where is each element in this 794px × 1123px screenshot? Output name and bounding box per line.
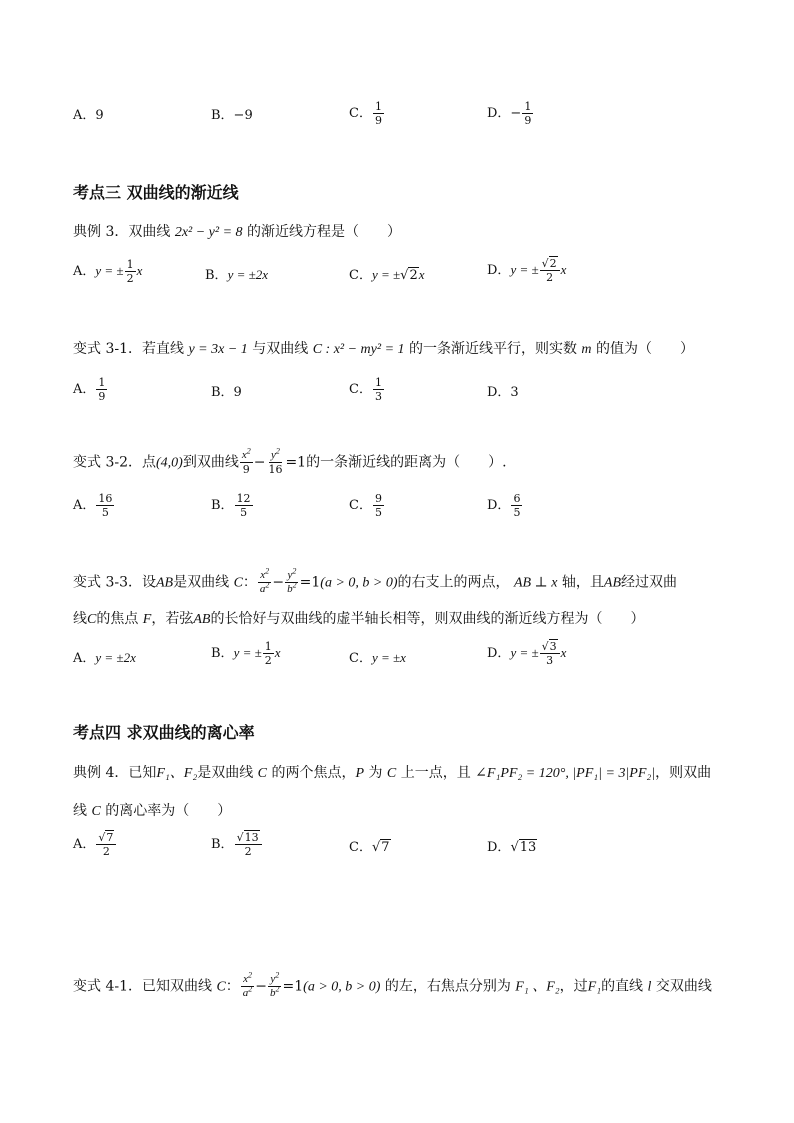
question-text: 的左，右焦点分别为 xyxy=(380,978,516,995)
question-stem xyxy=(73,763,711,784)
condition: (a > 0, b > 0) xyxy=(303,979,381,995)
variable: C xyxy=(216,979,226,995)
option-d: D．y = ± $\frac{√3}{3}$ x xyxy=(487,640,567,667)
option-c: C． $\frac{1}{3}$ xyxy=(349,376,382,403)
question-text: 与双曲线 xyxy=(247,341,313,357)
question-text: 的右支上的两点， xyxy=(397,574,514,591)
option-b: B．−9 xyxy=(211,108,253,123)
question-text: 交双曲线 xyxy=(651,978,712,995)
option-label: B． xyxy=(211,837,234,852)
variable: C xyxy=(386,766,397,781)
fraction: $\frac{1}{9}$ xyxy=(524,100,532,127)
option-d: D．√13 xyxy=(487,840,537,855)
variable: AB xyxy=(156,575,174,591)
option-c-label: C． xyxy=(349,106,372,121)
section-heading: 考点四 求双曲线的离心率 xyxy=(73,723,255,742)
question-text: 线 xyxy=(73,803,92,819)
question-text: =1的一条渐近线的距离为（ ）. xyxy=(285,454,507,471)
option-label: B． xyxy=(211,646,234,661)
variable: m xyxy=(581,342,592,357)
variable: F xyxy=(142,612,152,627)
option-a: A．y = ± $\frac{1}{2}$ x xyxy=(73,258,143,285)
variable: C xyxy=(87,612,97,627)
question-text: 到双曲线 xyxy=(182,454,239,471)
equation: C : x² − my² = 1 xyxy=(312,342,405,357)
option-label: A． xyxy=(73,837,96,852)
question-text: 变式 3-1．若直线 xyxy=(73,341,189,357)
question-text: =1 xyxy=(299,574,321,591)
option-d: D． $\frac{6}{5}$ xyxy=(487,492,521,519)
question-text: 的值为（ ） xyxy=(591,341,694,357)
question-text: ，过 xyxy=(559,978,588,995)
question-stem: 变式 3-3．设AB是双曲线 C： $\frac{x^2}{a^2}$ − $\frac{y^2}{b^2}$ =1(a > 0, b > 0)的右支上的两点， AB ⊥ x 轴，且AB经过双曲 xyxy=(73,566,677,595)
option-label: A． xyxy=(73,382,96,397)
question-text: 的两个焦点， xyxy=(267,765,356,781)
option-c: C．y = ±√2x xyxy=(349,267,425,283)
option-label: D． xyxy=(487,498,511,513)
variable: C xyxy=(91,804,101,819)
question-text: 轴，且 xyxy=(557,574,604,591)
variable: P xyxy=(355,766,365,781)
option-label: D． xyxy=(487,646,511,661)
option-b: B．y = ± $\frac{1}{2}$ x xyxy=(211,640,281,667)
question-text: 线 xyxy=(73,611,87,627)
question-text: 的离心率为（ ） xyxy=(100,803,232,819)
option-label: B． xyxy=(211,498,234,513)
question-text: 的直线 xyxy=(601,978,648,995)
question-text: 典例 3．双曲线 xyxy=(73,224,175,240)
equation: y = 3x − 1 xyxy=(188,342,248,357)
question-text: =1 xyxy=(282,978,304,995)
question-text: ： xyxy=(225,978,240,995)
option-b: B． $\frac{12}{5}$ xyxy=(211,492,251,519)
option-c xyxy=(349,100,385,127)
variable: AB xyxy=(603,575,621,591)
option-label: C． xyxy=(349,268,372,283)
section-heading: 考点三 双曲线的渐近线 xyxy=(73,183,239,202)
equation: 2x² − y² = 8 xyxy=(174,225,243,240)
variable: C xyxy=(233,575,243,591)
option-label: C． xyxy=(349,498,372,513)
question-text: 的焦点 xyxy=(96,611,143,627)
option-label: D． xyxy=(487,263,511,278)
question-text: 的渐近线方程是（ ） xyxy=(242,224,401,240)
option-label: A． xyxy=(73,498,96,513)
option-d-label: D．− xyxy=(487,106,522,121)
option-b: B．y = ±2x xyxy=(205,267,269,283)
point: (4,0) xyxy=(156,455,183,471)
option-c: C．√7 xyxy=(349,840,390,855)
question-text: ，则双曲 xyxy=(655,765,712,781)
option-label: D． xyxy=(487,840,511,855)
option-d xyxy=(487,100,534,127)
question-text: 是双曲线 xyxy=(197,765,258,781)
condition: ∠F₁PF₂ = 120°, |PF₁| = 3|PF₂| xyxy=(475,766,656,781)
option-d: D．3 xyxy=(487,385,519,400)
option-label: C． xyxy=(349,651,372,666)
question-text: 为 xyxy=(364,765,387,781)
variable: F₁、F₂ xyxy=(156,766,198,781)
question-text: ： xyxy=(242,574,257,591)
option-label: C． xyxy=(349,840,372,855)
question-text: 的长恰好与双曲线的虚半轴长相等，则双曲线的渐近线方程为（ ） xyxy=(210,611,645,627)
option-a: A．y = ±2x xyxy=(73,650,136,666)
option-a: A． $\frac{√7}{2}$ xyxy=(73,831,117,858)
condition: (a > 0, b > 0) xyxy=(320,575,398,591)
question-stem: 变式 4-1．已知双曲线 C： $\frac{x^2}{a^2}$ − $\frac{y^2}{b^2}$ =1(a > 0, b > 0) 的左，右焦点分别为 F₁ 、F₂，过F₁的直线 l 交双曲线 xyxy=(73,970,712,999)
option-d: D．y = ± $\frac{√2}{2}$ x xyxy=(487,257,567,284)
question-stem: 变式 3-2．点(4,0)到双曲线 $\frac{x^2}{9}$ − $\frac{y^2}{16}$ =1的一条渐近线的距离为（ ）. xyxy=(73,446,507,476)
variable: F₁ xyxy=(587,979,602,995)
option-label: B． xyxy=(205,268,228,283)
fraction: $\frac{1}{9}$ xyxy=(374,100,382,127)
option-c: C．y = ±x xyxy=(349,650,406,666)
question-stem xyxy=(73,339,694,360)
option-a: A． $\frac{16}{5}$ xyxy=(73,492,113,519)
question-text: 是双曲线 xyxy=(173,574,234,591)
condition: AB ⊥ x xyxy=(513,575,558,591)
variable: C xyxy=(257,766,267,781)
question-text: 的一条渐近线平行，则实数 xyxy=(404,341,582,357)
option-a: A． $\frac{1}{9}$ xyxy=(73,376,106,403)
variable: l xyxy=(647,979,652,995)
question-text: 变式 4-1．已知双曲线 xyxy=(73,978,217,995)
question-stem-line2 xyxy=(73,609,644,630)
option-c: C． $\frac{9}{5}$ xyxy=(349,492,382,519)
question-text: 上一点，且 xyxy=(396,765,476,781)
option-label: A． xyxy=(73,264,96,279)
question-text: 典例 4．已知 xyxy=(73,765,157,781)
question-text: 变式 3-3．设 xyxy=(73,574,156,591)
option-label: C． xyxy=(349,382,372,397)
option-a: A．9 xyxy=(73,108,104,123)
option-label: A． xyxy=(73,651,96,666)
question-stem-line2 xyxy=(73,801,231,822)
question-stem xyxy=(73,222,401,243)
option-b: B． $\frac{√13}{2}$ xyxy=(211,831,263,858)
variable: AB xyxy=(193,612,211,627)
question-text: 经过双曲 xyxy=(621,574,677,591)
question-text: ，若弦 xyxy=(151,611,194,627)
variable: F₁ 、F₂ xyxy=(515,979,560,995)
option-b: B．9 xyxy=(211,385,242,400)
question-text: 变式 3-2．点 xyxy=(73,454,156,471)
